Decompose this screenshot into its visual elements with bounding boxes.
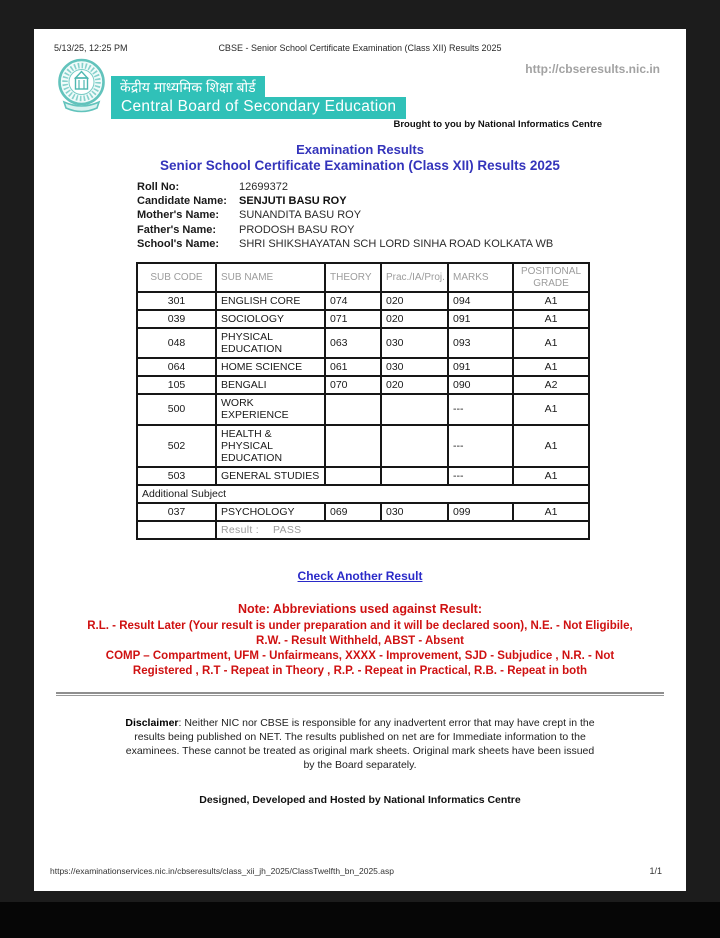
detail-row-candidate-name [137, 194, 686, 208]
cell-sub-name: HOME SCIENCE [216, 358, 325, 376]
cell-sub-code: 039 [137, 310, 216, 328]
marks-table [136, 262, 590, 540]
cell-grade: A2 [513, 376, 589, 394]
detail-row-mother-name [137, 208, 686, 222]
cell-marks: 090 [448, 376, 513, 394]
table-row [137, 394, 589, 424]
table-row [137, 328, 589, 358]
cell-practical [381, 394, 448, 424]
detail-label: Candidate Name: [137, 195, 227, 208]
candidate-name-value: SENJUTI BASU ROY [239, 195, 347, 208]
marks-table-header-row [137, 263, 589, 292]
cell-theory: 071 [325, 310, 381, 328]
cell-theory: 061 [325, 358, 381, 376]
cell-marks: 099 [448, 503, 513, 521]
detail-label: Roll No: [137, 181, 180, 193]
detail-row-school-name [137, 237, 686, 251]
table-row [137, 292, 589, 310]
note-line: Registered , R.T - Repeat in Theory , R.P. - Repeat in Practical, R.B. - Repeat in both [132, 664, 588, 677]
cell-marks: 091 [448, 310, 513, 328]
cell-practical: 030 [381, 358, 448, 376]
cell-sub-name: BENGALI [216, 376, 325, 394]
org-name-hindi: केंद्रीय माध्यमिक शिक्षा बोर्ड [111, 76, 265, 100]
disclaimer-label: Disclaimer [125, 716, 179, 729]
print-header-title: CBSE - Senior School Certificate Examination (Class XII) Results 2025 [218, 43, 502, 53]
cell-practical [381, 425, 448, 467]
cell-marks: --- [448, 425, 513, 467]
cell-theory [325, 425, 381, 467]
note-line: R.L. - Result Later (Your result is under preparation and it will be declared soon), N.E. - Not Eligibile, [87, 619, 633, 632]
result-status [216, 521, 589, 539]
cell-practical: 020 [381, 310, 448, 328]
col-header-theory: THEORY [325, 263, 381, 292]
cell-theory: 063 [325, 328, 381, 358]
detail-row-father-name [137, 223, 686, 237]
cell-theory: 069 [325, 503, 381, 521]
cell-theory: 074 [325, 292, 381, 310]
cell-sub-name: ENGLISH CORE [216, 292, 325, 310]
table-row [137, 376, 589, 394]
cell-grade: A1 [513, 503, 589, 521]
cell-sub-code: 064 [137, 358, 216, 376]
cell-sub-code: 503 [137, 467, 216, 485]
col-header-sub-name: SUB NAME [216, 263, 325, 292]
cell-grade: A1 [513, 425, 589, 467]
cell-sub-name: WORK EXPERIENCE [216, 394, 325, 424]
cell-practical: 030 [381, 328, 448, 358]
cell-marks: 091 [448, 358, 513, 376]
col-header-sub-code: SUB CODE [137, 263, 216, 292]
cell-theory [325, 467, 381, 485]
father-name-value: PRODOSH BASU ROY [239, 223, 355, 236]
cell-sub-code: 502 [137, 425, 216, 467]
result-row-empty-cell [137, 521, 216, 539]
cell-practical: 020 [381, 376, 448, 394]
note-line: R.W. - Result Withheld, ABST - Absent [256, 634, 464, 647]
result-document-page [34, 29, 686, 891]
divider-rule [56, 692, 664, 696]
cell-theory: 070 [325, 376, 381, 394]
cell-theory [325, 394, 381, 424]
cell-marks: --- [448, 467, 513, 485]
table-row-additional [137, 503, 589, 521]
cell-grade: A1 [513, 358, 589, 376]
cell-sub-name: HEALTH & PHYSICAL EDUCATION [216, 425, 325, 467]
site-url: http://cbseresults.nic.in [525, 62, 660, 76]
roll-no-value: 12699372 [239, 181, 288, 193]
cell-marks: --- [448, 394, 513, 424]
school-name-value: SHRI SHIKSHAYATAN SCH LORD SINHA ROAD KOLKATA WB [239, 237, 554, 250]
footer-page-number: 1/1 [649, 866, 662, 876]
mother-name-value: SUNANDITA BASU ROY [239, 209, 362, 222]
cell-sub-code: 037 [137, 503, 216, 521]
detail-label: Father's Name: [137, 223, 217, 236]
check-another-result-link[interactable]: Check Another Result [297, 568, 423, 583]
detail-row-roll-no [137, 180, 686, 194]
cell-grade: A1 [513, 328, 589, 358]
cbse-logo-icon [57, 57, 106, 119]
col-header-marks: MARKS [448, 263, 513, 292]
detail-label: School's Name: [137, 237, 220, 250]
table-row [137, 358, 589, 376]
cell-sub-code: 500 [137, 394, 216, 424]
cell-grade: A1 [513, 310, 589, 328]
col-header-positional-grade: POSITIONAL GRADE [513, 263, 589, 292]
cell-grade: A1 [513, 467, 589, 485]
cell-grade: A1 [513, 394, 589, 424]
table-row [137, 425, 589, 467]
cell-sub-name: PHYSICAL EDUCATION [216, 328, 325, 358]
cell-practical: 030 [381, 503, 448, 521]
detail-label: Mother's Name: [137, 209, 220, 222]
cell-sub-code: 105 [137, 376, 216, 394]
disclaimer-body: : Neither NIC nor CBSE is responsible for any inadvertent error that may have crept in the results being published on NET. The results published on net are for Immediate information to the examinees. These cannot be treated as original mark sheets. Original mark sheets have been issued by the Board separately. [125, 716, 595, 771]
cell-practical [381, 467, 448, 485]
candidate-details [137, 180, 686, 251]
cell-grade: A1 [513, 292, 589, 310]
additional-subject-label: Additional Subject [137, 485, 589, 503]
result-row [137, 521, 589, 539]
org-name-english: Central Board of Secondary Education [111, 97, 406, 119]
table-row [137, 310, 589, 328]
result-value: PASS [273, 523, 302, 536]
abbreviations-note [34, 602, 686, 679]
note-heading: Note: Abbreviations used against Result: [237, 601, 483, 616]
cell-practical: 020 [381, 292, 448, 310]
cell-sub-code: 301 [137, 292, 216, 310]
note-line: COMP – Compartment, UFM - Unfairmeans, XXXX - Improvement, SJD - Subjudice , N.R. - Not [105, 649, 615, 662]
cell-marks: 094 [448, 292, 513, 310]
additional-subject-row [137, 485, 589, 503]
cell-sub-name: SOCIOLOGY [216, 310, 325, 328]
cell-sub-name: PSYCHOLOGY [216, 503, 325, 521]
footer-url: https://examinationservices.nic.in/cbseresults/class_xii_jh_2025/ClassTwelfth_bn_2025.asp [50, 866, 394, 876]
page-title: Examination Results [296, 142, 424, 157]
print-datetime: 5/13/25, 12:25 PM [54, 43, 128, 53]
cell-sub-code: 048 [137, 328, 216, 358]
cell-sub-name: GENERAL STUDIES [216, 467, 325, 485]
credits-line: Designed, Developed and Hosted by National Informatics Centre [199, 793, 521, 806]
col-header-practical: Prac./IA/Proj. [381, 263, 448, 292]
table-row [137, 467, 589, 485]
page-subtitle: Senior School Certificate Examination (Class XII) Results 2025 [160, 158, 560, 173]
check-another-result-wrapper [34, 567, 686, 585]
nic-tagline: Brought to you by National Informatics Centre [393, 119, 602, 130]
disclaimer-text [121, 717, 599, 773]
result-label: Result : [221, 523, 259, 536]
viewport-bottom-bar [0, 902, 720, 938]
cell-marks: 093 [448, 328, 513, 358]
